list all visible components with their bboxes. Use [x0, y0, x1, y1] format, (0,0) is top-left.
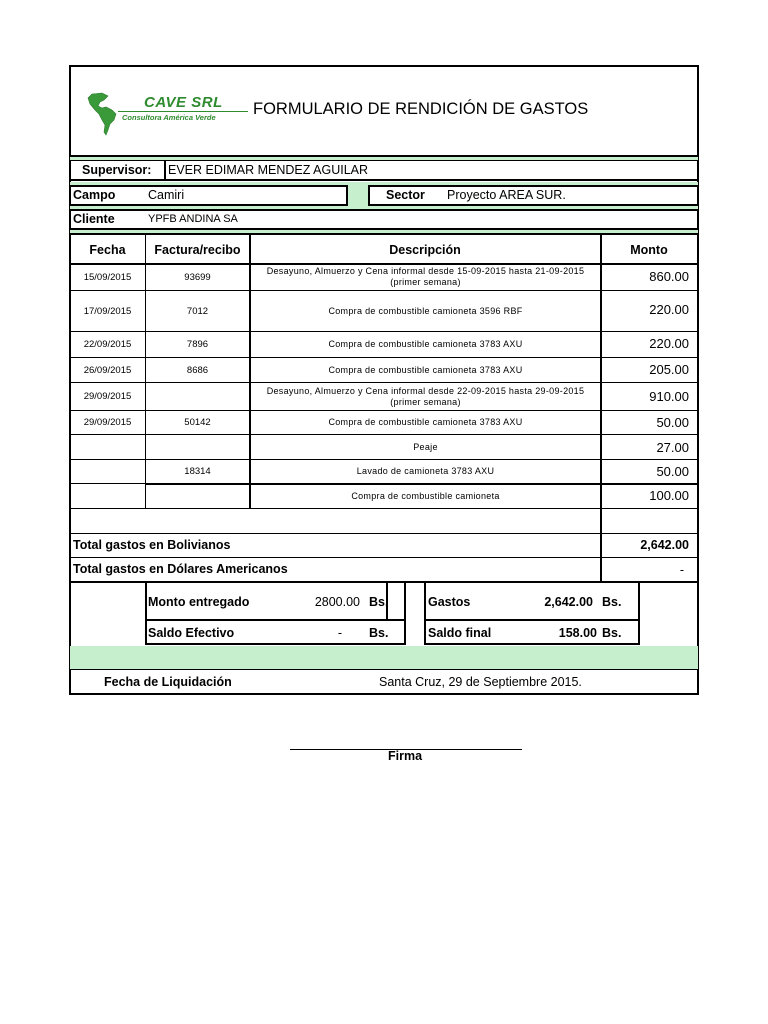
table-row-monto: 50.00: [656, 415, 689, 430]
table-row-descripcion: Peaje: [413, 441, 438, 452]
signature-label: Firma: [388, 749, 423, 763]
table-row-factura: 8686: [186, 364, 209, 376]
logo-rule: [118, 111, 248, 112]
table-row-monto: 860.00: [649, 269, 689, 284]
saldo-final-value: 158.00: [558, 626, 597, 640]
logo-tagline: Consultora América Verde: [122, 113, 216, 122]
supervisor-label: Supervisor:: [82, 163, 152, 177]
table-row-desc-line2: (primer semana): [390, 277, 461, 287]
liquidacion-value: Santa Cruz, 29 de Septiembre 2015.: [379, 675, 582, 689]
logo-company-name: CAVE SRL: [144, 94, 223, 111]
table-row-fecha: 29/09/2015: [83, 417, 132, 428]
campo-label: Campo: [73, 188, 116, 202]
col-header-factura: Factura/recibo: [154, 242, 241, 257]
table-row-descripcion: [251, 264, 600, 290]
table-row-descripcion: Compra de combustible camioneta: [351, 491, 500, 501]
table-row-fecha: 22/09/2015: [83, 339, 132, 350]
company-logo: [86, 92, 250, 136]
table-row-fecha: 29/09/2015: [83, 391, 132, 402]
cliente-value: YPFB ANDINA SA: [148, 213, 238, 225]
monto-entregado-value: 2800.00: [314, 595, 360, 609]
gastos-currency: Bs.: [602, 595, 622, 609]
gastos-value: 2,642.00: [544, 595, 593, 609]
table-row-desc-line1: Desayuno, Almuerzo y Cena informal desde 15-09-2015 hasta 21-09-2015: [266, 266, 585, 276]
campo-value: Camiri: [148, 188, 185, 202]
green-band: [70, 646, 698, 669]
table-row-descripcion: Compra de combustible camioneta 3596 RBF: [328, 305, 523, 316]
table-row-desc-line1: Desayuno, Almuerzo y Cena informal desde 22-09-2015 hasta 29-09-2015: [266, 385, 585, 396]
saldo-final-label: Saldo final: [428, 626, 492, 640]
table-row-descripcion: Lavado de camioneta 3783 AXU: [356, 466, 495, 476]
table-row-descripcion: Compra de combustible camioneta 3783 AXU: [328, 417, 523, 427]
total-bolivianos-label: Total gastos en Bolivianos: [73, 538, 231, 552]
table-row-factura: [145, 383, 250, 410]
table-row-fecha: 26/09/2015: [83, 364, 132, 376]
table-row-desc-line2: (primer semana): [390, 396, 461, 407]
table-row-monto: 205.00: [649, 362, 689, 377]
table-row-factura: 93699: [184, 271, 211, 283]
monto-entregado-label: Monto entregado: [148, 595, 250, 609]
america-map-icon: [86, 92, 122, 136]
saldo-efectivo-currency: Bs.: [369, 626, 389, 640]
table-row-descripcion: Compra de combustible camioneta 3783 AXU: [328, 364, 523, 375]
total-dolares-label: Total gastos en Dólares Americanos: [73, 562, 288, 576]
table-row-fecha: 17/09/2015: [83, 305, 132, 317]
table-row-monto: 220.00: [649, 336, 689, 351]
table-row-factura: 7896: [186, 339, 209, 350]
gastos-label: Gastos: [428, 595, 471, 609]
table-row-monto: 910.00: [649, 389, 689, 404]
table-row-descripcion: Compra de combustible camioneta 3783 AXU: [328, 339, 523, 349]
liquidacion-label: Fecha de Liquidación: [104, 675, 232, 689]
col-header-descripcion: Descripción: [389, 242, 461, 257]
table-row-descripcion: [251, 383, 600, 410]
form-title: FORMULARIO DE RENDICIÓN DE GASTOS: [253, 100, 589, 118]
col-header-monto: Monto: [630, 242, 668, 257]
table-row-monto: 100.00: [649, 488, 689, 503]
saldo-efectivo-value: -: [337, 626, 342, 640]
sector-value: Proyecto AREA SUR.: [447, 188, 566, 202]
total-dolares-value: -: [679, 563, 684, 577]
table-row-factura: 50142: [184, 417, 211, 428]
saldo-final-currency: Bs.: [602, 626, 622, 640]
table-row-monto: 50.00: [656, 464, 689, 479]
col-header-fecha: Fecha: [89, 242, 126, 257]
table-row-factura: 18314: [184, 466, 211, 477]
monto-entregado-currency: Bs.: [369, 595, 389, 609]
table-row-monto: 27.00: [656, 440, 689, 455]
supervisor-value: EVER EDIMAR MENDEZ AGUILAR: [168, 163, 369, 177]
saldo-efectivo-label: Saldo Efectivo: [148, 626, 235, 640]
total-bolivianos-value: 2,642.00: [640, 538, 689, 552]
table-row-fecha: 15/09/2015: [83, 271, 132, 283]
cliente-label: Cliente: [73, 212, 115, 226]
table-row-factura: 7012: [186, 305, 209, 317]
sector-label: Sector: [386, 188, 425, 202]
table-row-monto: 220.00: [649, 302, 689, 317]
